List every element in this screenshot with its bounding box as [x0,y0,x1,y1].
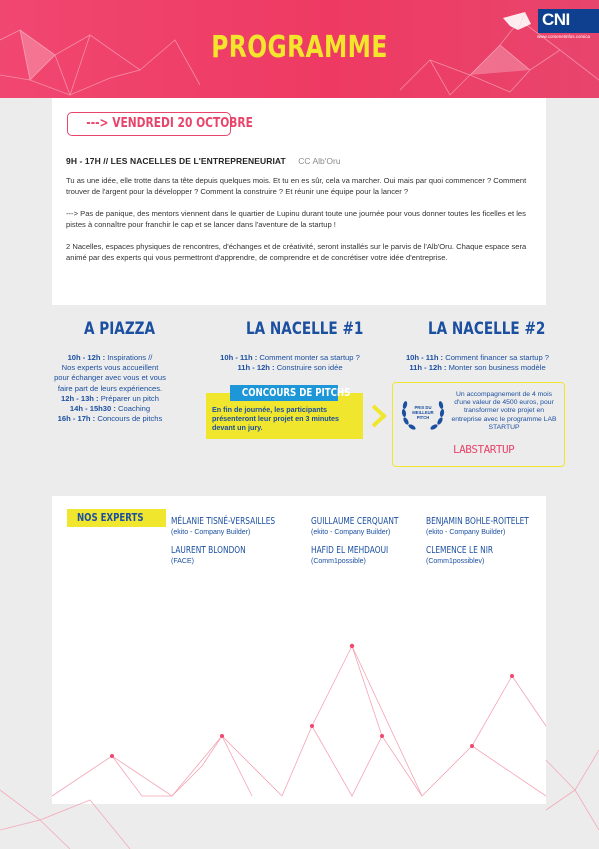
experts-badge [67,509,166,527]
nacelle2-title: LA NACELLE #2 [428,319,546,339]
expert-name: HAFID EL MEHDAOUI [311,545,389,556]
event-date-box [67,112,253,136]
prize-text: Un accompagnement de 4 mois d'une valeur de 4500 euros, pour transformer votre projet en entreprise avec le programme LAB STARTUP [451,391,557,431]
expert-name: GUILLAUME CERQUANT [311,516,399,527]
event-date: ---> VENDREDI 20 OCTOBRE [86,116,253,131]
schedule-row: 10h - 12h : Inspirations // [67,353,153,362]
expert-name: CLEMENCE LE NIR [426,545,494,556]
expert-org: (Comm1possiblev) [426,558,485,565]
event-title: 9H - 17H // LES NACELLES DE L'ENTREPRENEURIAT [66,156,286,166]
event-card [52,98,546,305]
event-paragraph-3: 2 Nacelles, espaces physiques de rencontres, d'échanges et de créativité, seront installés sur le parvis de l'Alb'Oru. Chaque espace sera animé par des experts qui vous permettront d'apprendre, de comprendre et de concrétiser votre idée d'entreprise. [66,242,527,262]
expert-name: BENJAMIN BOHLE-ROITELET [426,516,529,527]
event-heading [66,151,536,169]
expert-item [171,545,311,565]
expert-org: (FACE) [171,558,194,565]
nacelle1-title: LA NACELLE #1 [246,319,364,339]
expert-name: MÉLANIE TISNÉ-VERSAILLES [171,516,276,527]
event-paragraph-2: ---> Pas de panique, des mentors viennent dans le quartier de Lupinu durant toute une journée pour vous donner toutes les ficelles et les pistes à connaître pour franchir le cap et se lancer dans l'aventure de la startup ! [66,209,526,229]
event-paragraph-1: Tu as une idée, elle trotte dans ta tête depuis quelques mois. Et tu en es sûr, cela va marcher. Oui mais par quoi commencer ? Comment trouver de l'argent pour la développer ? Comment la construire ? Et réunir une équipe pour la lancer ? [66,176,527,196]
schedule-row: 11h - 12h : Construire son idée [237,363,343,373]
expert-org: (Comm1possible) [311,558,366,565]
bottom-mesh-decoration [0,640,599,849]
expert-org: (ekito - Company Builder) [311,529,391,536]
schedule-row: 10h - 11h : Comment financer sa startup ? [405,353,550,362]
schedule-row: faire part de leurs expériences. [57,383,163,393]
schedule-row: 11h - 12h : Monter son business modèle [409,363,546,373]
schedule-row: 16h - 17h : Concours de pitchs [57,414,163,424]
pitch-contest-label: CONCOURS DE PITCHS [230,385,338,401]
expert-org: (ekito - Company Builder) [426,529,506,536]
piazza-schedule [40,353,180,424]
schedule-row: Nos experts vous accueillent [61,363,159,373]
piazza-title: A PIAZZA [84,319,156,339]
schedule-row: 12h - 13h : Préparer un pitch [61,393,159,403]
expert-item [426,545,566,565]
event-location: CC Alb'Oru [298,156,341,166]
nacelle1-schedule [200,353,380,373]
chevron-right-icon [369,403,389,429]
experts-badge-label: NOS EXPERTS [77,511,144,524]
schedule-row: pour échanger avec vous et vous [54,373,166,383]
page-title: PROGRAMME [211,30,388,65]
expert-org: (ekito - Company Builder) [171,529,251,536]
header-banner [0,0,599,98]
cni-logo-url: www.corsenetinfos.corsica [537,34,591,39]
program-section [0,305,599,485]
schedule-row: 10h - 11h : Comment monter sa startup ? [220,353,360,362]
cni-logo-text: CNI [542,10,570,29]
expert-item [426,516,566,536]
schedule-row: 14h - 15h30 : Coaching [69,404,151,414]
nacelle2-schedule [385,353,570,373]
pitch-contest-text: En fin de journée, les participants présenteront leur projet en 3 minutes devant un jury. [212,405,340,432]
lab-startup-logo: LABSTARTUP [453,443,515,456]
expert-item [171,516,311,536]
expert-name: LAURENT BLONDON [171,545,246,556]
prize-label: PRIX DU MEILLEUR PITCH [412,405,434,420]
cni-logo [538,9,599,33]
